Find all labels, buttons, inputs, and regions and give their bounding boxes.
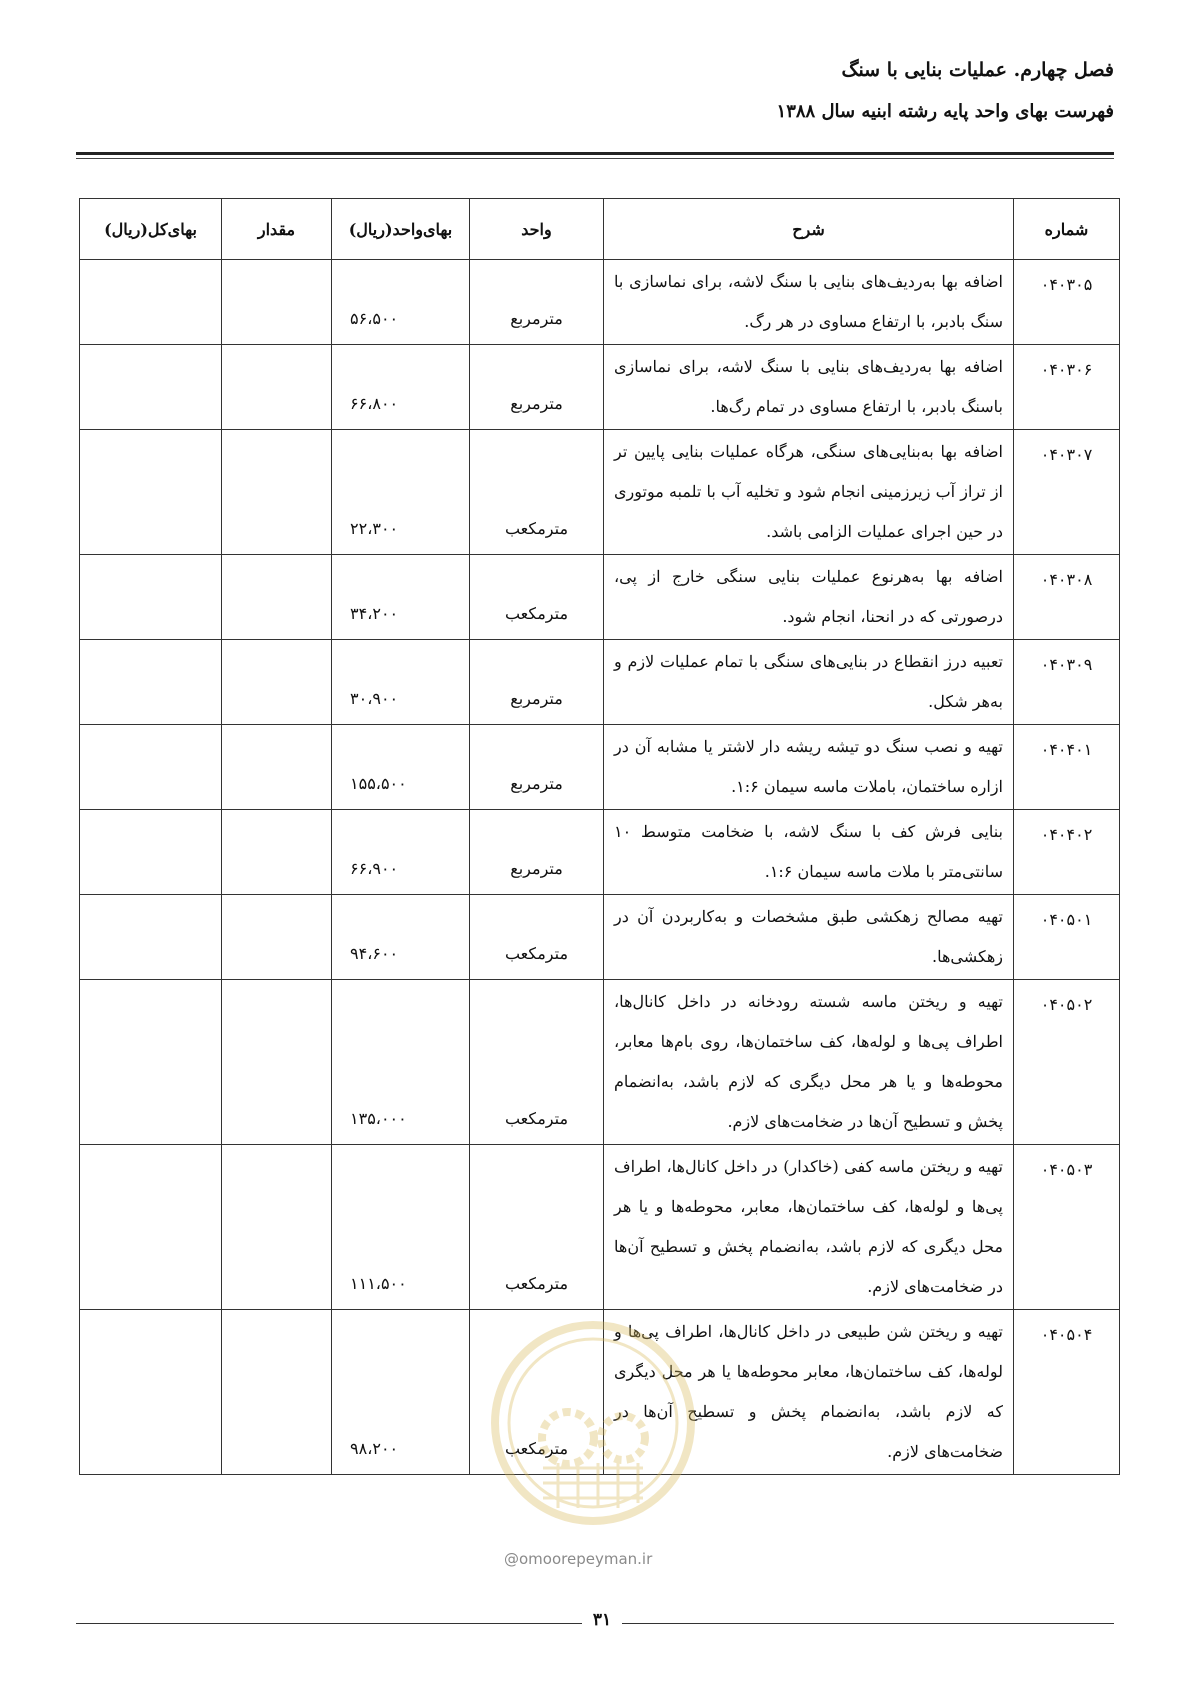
item-unit: مترمکعب bbox=[470, 555, 604, 640]
price-table bbox=[79, 198, 1120, 1475]
table-row bbox=[80, 640, 1120, 725]
item-description: اضافه بها به‌ردیف‌های بنایی با سنگ لاشه، برای نماسازی باسنگ بادبر، با ارتفاع مساوی در تمام رگ‌ها. bbox=[604, 345, 1014, 430]
item-quantity bbox=[222, 555, 332, 640]
item-description: تهیه مصالح زهکشی طبق مشخصات و به‌کاربردن آن در زهکشی‌ها. bbox=[604, 895, 1014, 980]
item-quantity bbox=[222, 725, 332, 810]
item-total-price bbox=[80, 980, 222, 1145]
item-unit-price: ۶۶،۸۰۰ bbox=[332, 345, 470, 430]
item-description: اضافه بها به‌هرنوع عملیات بنایی سنگی خارج از پی، درصورتی که در انحنا، انجام شود. bbox=[604, 555, 1014, 640]
header-rule-thin bbox=[76, 158, 1114, 159]
item-unit-price: ۲۲،۳۰۰ bbox=[332, 430, 470, 555]
item-quantity bbox=[222, 1310, 332, 1475]
item-code: ۰۴۰۵۰۲ bbox=[1014, 980, 1120, 1145]
item-unit: مترمکعب bbox=[470, 430, 604, 555]
item-unit-price: ۹۸،۲۰۰ bbox=[332, 1310, 470, 1475]
item-unit: مترمکعب bbox=[470, 895, 604, 980]
item-total-price bbox=[80, 1145, 222, 1310]
item-code: ۰۴۰۳۰۸ bbox=[1014, 555, 1120, 640]
item-quantity bbox=[222, 980, 332, 1145]
page-header bbox=[76, 56, 1114, 126]
item-unit: مترمربع bbox=[470, 260, 604, 345]
item-unit-price: ۳۰،۹۰۰ bbox=[332, 640, 470, 725]
item-total-price bbox=[80, 260, 222, 345]
item-code: ۰۴۰۴۰۱ bbox=[1014, 725, 1120, 810]
item-unit-price: ۱۱۱،۵۰۰ bbox=[332, 1145, 470, 1310]
item-quantity bbox=[222, 895, 332, 980]
item-total-price bbox=[80, 640, 222, 725]
column-header-code: شماره bbox=[1014, 199, 1120, 260]
item-unit-price: ۶۶،۹۰۰ bbox=[332, 810, 470, 895]
item-quantity bbox=[222, 640, 332, 725]
item-description: تهیه و نصب سنگ دو تیشه ریشه دار لاشتر یا مشابه آن در ازاره ساختمان، باملات ماسه سیمان ۱:۶. bbox=[604, 725, 1014, 810]
item-total-price bbox=[80, 430, 222, 555]
table-row bbox=[80, 1145, 1120, 1310]
item-unit: مترمربع bbox=[470, 725, 604, 810]
item-description: تهیه و ریختن ماسه کفی (خاکدار) در داخل کانال‌ها، اطراف پی‌ها و لوله‌ها، کف ساختمان‌ها، معابر، محوطه‌ها و یا هر محل دیگری که لازم باشد، به‌انضمام پخش و تسطیح آن‌ها در ضخامت‌های لازم. bbox=[604, 1145, 1014, 1310]
item-total-price bbox=[80, 810, 222, 895]
item-unit: مترمکعب bbox=[470, 980, 604, 1145]
item-code: ۰۴۰۳۰۵ bbox=[1014, 260, 1120, 345]
item-total-price bbox=[80, 725, 222, 810]
chapter-title: فصل چهارم. عملیات بنایی با سنگ bbox=[841, 59, 1114, 81]
item-quantity bbox=[222, 345, 332, 430]
table-row bbox=[80, 725, 1120, 810]
item-quantity bbox=[222, 1145, 332, 1310]
table-row bbox=[80, 430, 1120, 555]
watermark-site: @omoorepeyman.ir bbox=[504, 1550, 653, 1568]
item-quantity bbox=[222, 260, 332, 345]
table-row bbox=[80, 345, 1120, 430]
item-description: اضافه بها به‌بنایی‌های سنگی، هرگاه عملیات بنایی پایین تر از تراز آب زیرزمینی انجام شود و تخلیه آب با تلمبه موتوری در حین اجرای عملیات الزامی باشد. bbox=[604, 430, 1014, 555]
table-row bbox=[80, 555, 1120, 640]
item-unit-price: ۵۶،۵۰۰ bbox=[332, 260, 470, 345]
item-code: ۰۴۰۵۰۴ bbox=[1014, 1310, 1120, 1475]
item-code: ۰۴۰۳۰۶ bbox=[1014, 345, 1120, 430]
item-code: ۰۴۰۳۰۹ bbox=[1014, 640, 1120, 725]
page-number: ۳۱ bbox=[592, 1610, 612, 1630]
item-quantity bbox=[222, 430, 332, 555]
item-code: ۰۴۰۳۰۷ bbox=[1014, 430, 1120, 555]
item-total-price bbox=[80, 895, 222, 980]
footer-rule bbox=[76, 1623, 582, 1624]
item-unit-price: ۱۳۵،۰۰۰ bbox=[332, 980, 470, 1145]
item-quantity bbox=[222, 810, 332, 895]
column-header-unit: واحد bbox=[470, 199, 604, 260]
item-unit: مترمربع bbox=[470, 345, 604, 430]
item-total-price bbox=[80, 345, 222, 430]
column-header-unit-price: بهای‌واحد(ریال) bbox=[332, 199, 470, 260]
item-code: ۰۴۰۴۰۲ bbox=[1014, 810, 1120, 895]
column-header-description: شرح bbox=[604, 199, 1014, 260]
table-row bbox=[80, 1310, 1120, 1475]
item-code: ۰۴۰۵۰۱ bbox=[1014, 895, 1120, 980]
item-description: اضافه بها به‌ردیف‌های بنایی با سنگ لاشه، برای نماسازی با سنگ بادبر، با ارتفاع مساوی در هر رگ. bbox=[604, 260, 1014, 345]
item-unit: مترمکعب bbox=[470, 1145, 604, 1310]
item-description: تعبیه درز انقطاع در بنایی‌های سنگی با تمام عملیات لازم و به‌هر شکل. bbox=[604, 640, 1014, 725]
table-header-row bbox=[80, 199, 1120, 260]
table-row bbox=[80, 895, 1120, 980]
item-unit-price: ۳۴،۲۰۰ bbox=[332, 555, 470, 640]
item-total-price bbox=[80, 555, 222, 640]
item-unit: مترمربع bbox=[470, 640, 604, 725]
item-description: بنایی فرش کف با سنگ لاشه، با ضخامت متوسط ۱۰ سانتی‌متر با ملات ماسه سیمان ۱:۶. bbox=[604, 810, 1014, 895]
item-code: ۰۴۰۵۰۳ bbox=[1014, 1145, 1120, 1310]
table-row bbox=[80, 810, 1120, 895]
item-unit-price: ۹۴،۶۰۰ bbox=[332, 895, 470, 980]
footer-rule bbox=[622, 1623, 1114, 1624]
item-total-price bbox=[80, 1310, 222, 1475]
item-unit: مترمربع bbox=[470, 810, 604, 895]
item-unit-price: ۱۵۵،۵۰۰ bbox=[332, 725, 470, 810]
price-list-title: فهرست بهای واحد پایه رشته ابنیه سال ۱۳۸۸ bbox=[776, 101, 1114, 122]
table-row bbox=[80, 260, 1120, 345]
column-header-quantity: مقدار bbox=[222, 199, 332, 260]
item-description: تهیه و ریختن ماسه شسته رودخانه در داخل کانال‌ها، اطراف پی‌ها و لوله‌ها، کف ساختمان‌ها، روی بام‌ها معابر، محوطه‌ها و یا هر محل دیگری که لازم باشد، به‌انضمام پخش و تسطیح آن‌ها در ضخامت‌های لازم. bbox=[604, 980, 1014, 1145]
item-description: تهیه و ریختن شن طبیعی در داخل کانال‌ها، اطراف پی‌ها و لوله‌ها، کف ساختمان‌ها، معابر محوطه‌ها یا هر محل دیگری که لازم باشد، به‌انضمام پخش و تسطیح آن‌ها در ضخامت‌های لازم. bbox=[604, 1310, 1014, 1475]
column-header-total-price: بهای‌کل(ریال) bbox=[80, 199, 222, 260]
item-unit: مترمکعب bbox=[470, 1310, 604, 1475]
table-row bbox=[80, 980, 1120, 1145]
header-rule bbox=[76, 152, 1114, 155]
